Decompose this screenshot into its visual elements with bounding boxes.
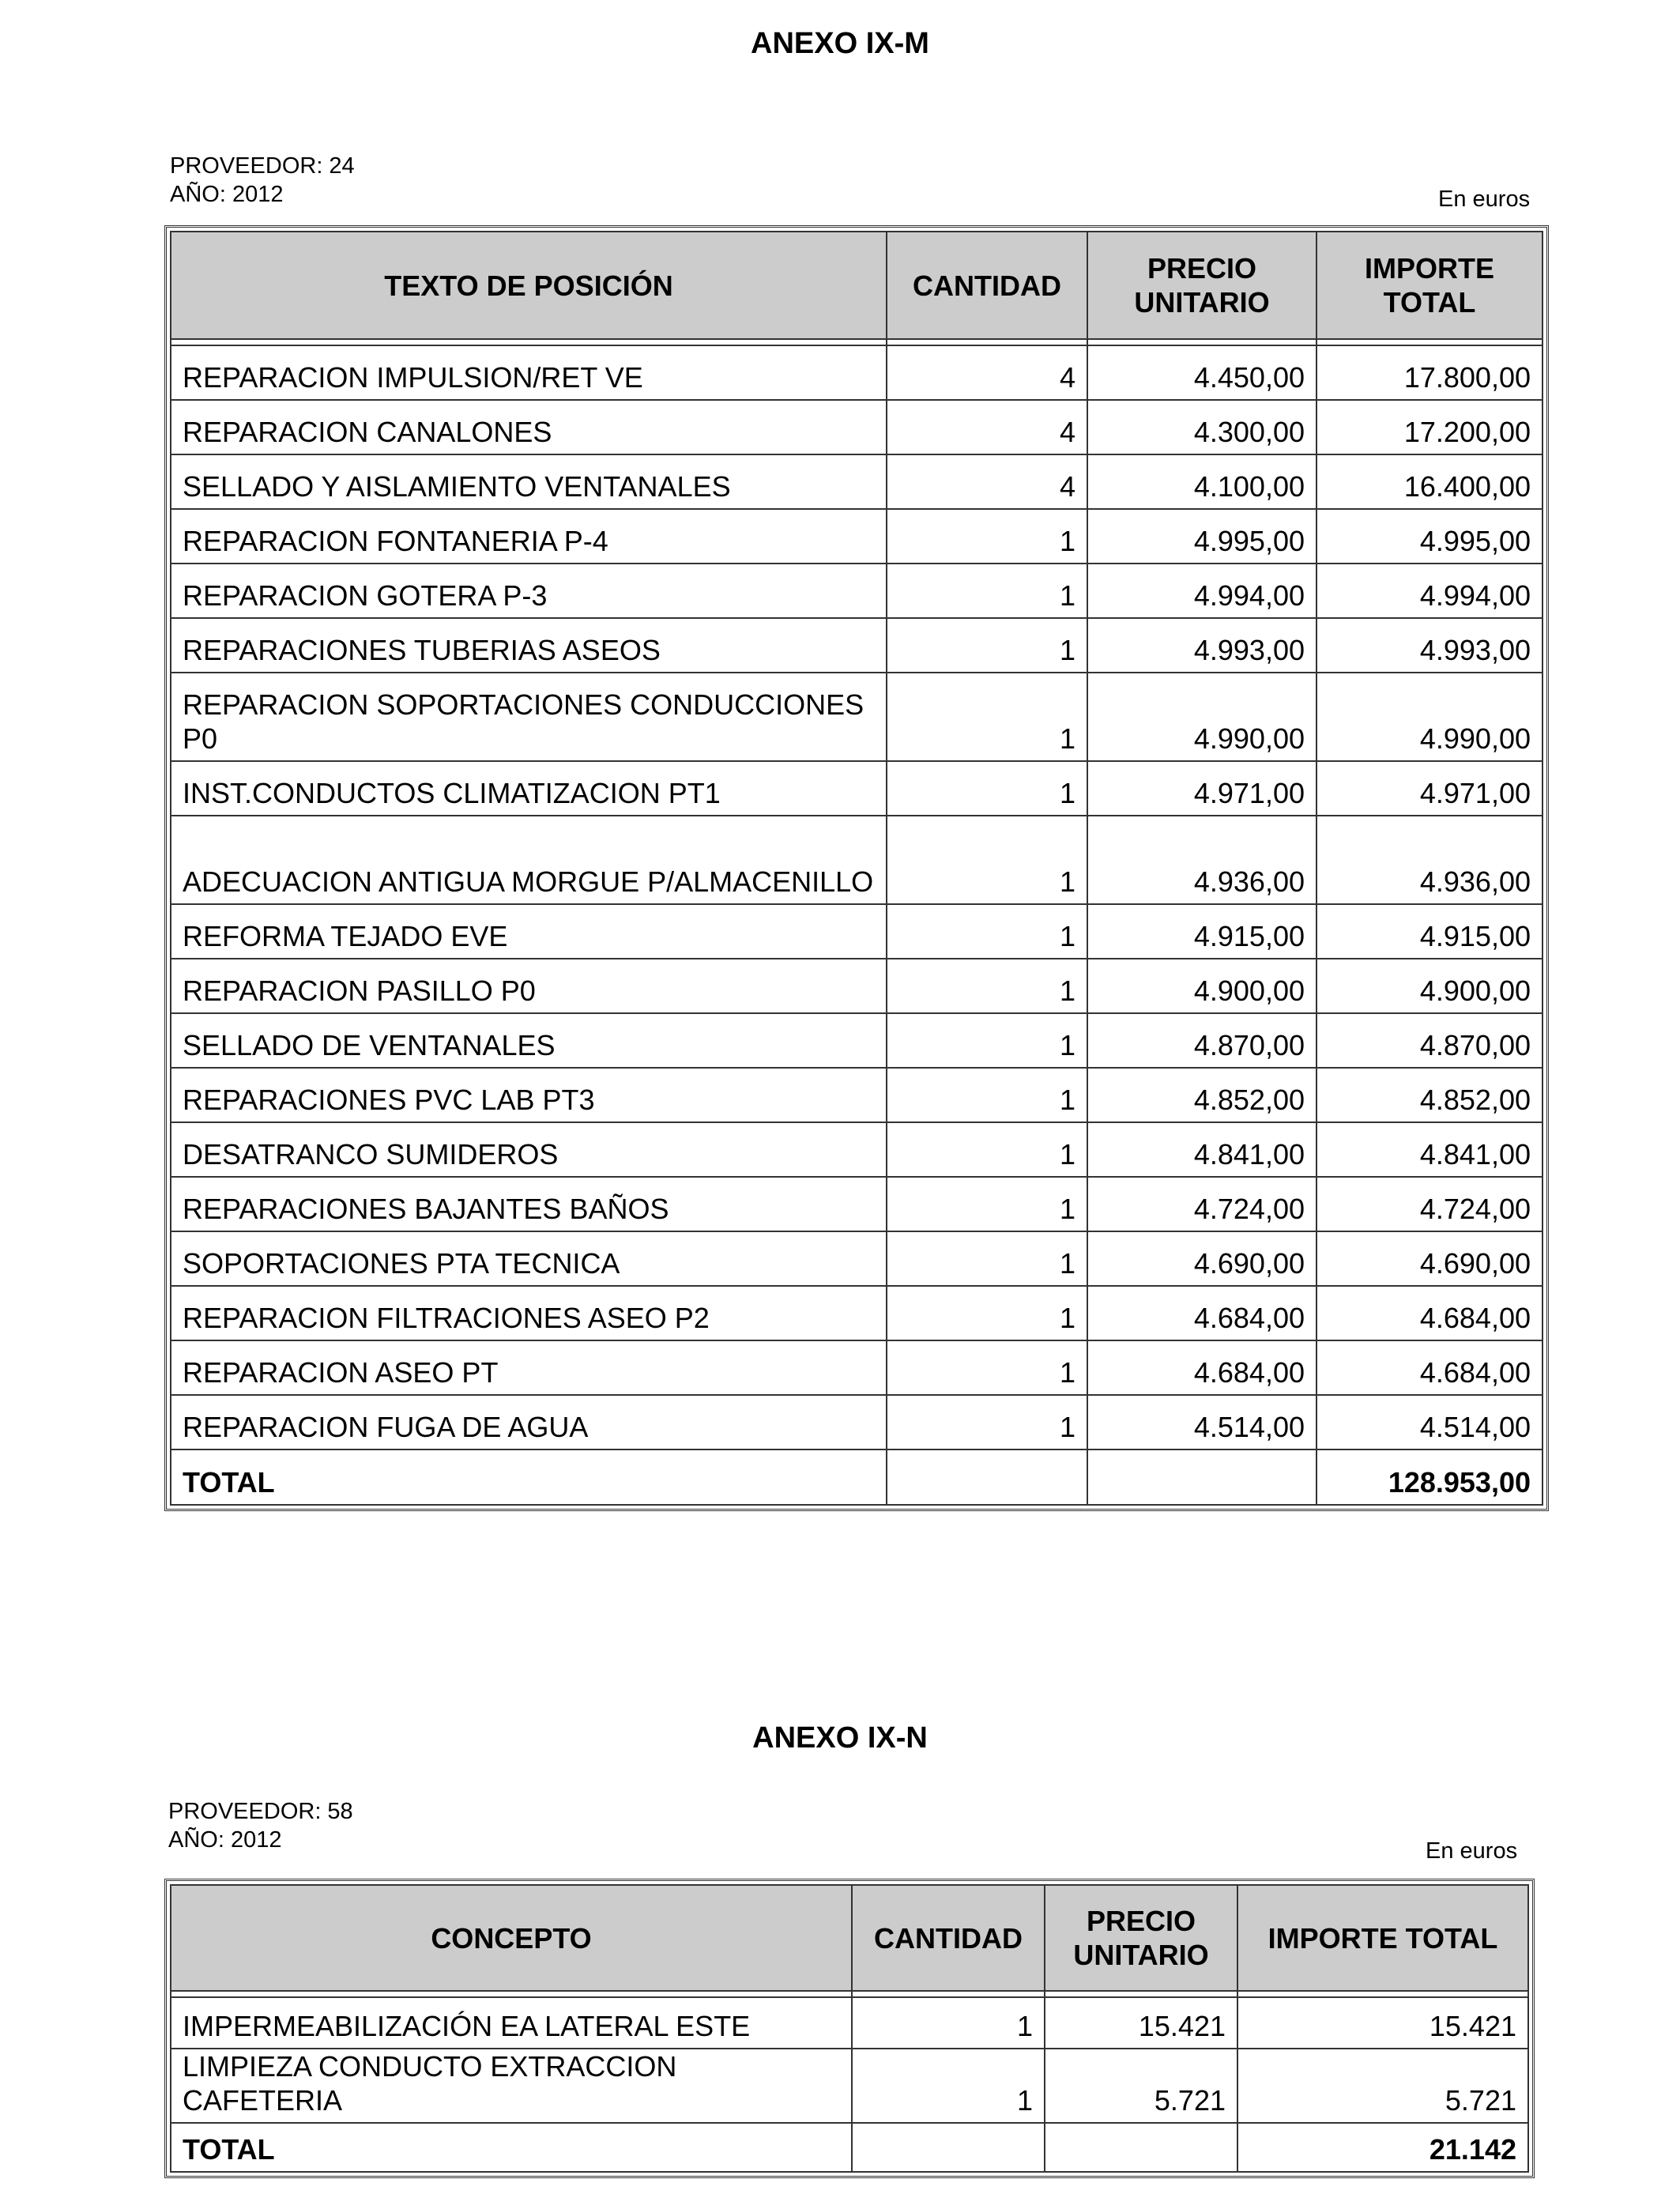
row-text: REFORMA TEJADO EVE — [171, 904, 887, 959]
table-row — [171, 400, 1543, 454]
table-row — [171, 673, 1543, 761]
row-precio: 4.995,00 — [1087, 509, 1317, 564]
row-importe: 4.994,00 — [1317, 564, 1543, 618]
row-cantidad: 1 — [852, 1997, 1045, 2049]
row-text: REPARACION GOTERA P-3 — [171, 564, 887, 618]
row-precio: 4.841,00 — [1087, 1122, 1317, 1177]
row-cantidad: 1 — [887, 904, 1087, 959]
table-row — [171, 816, 1543, 904]
annex-m-title: ANEXO IX-M — [751, 27, 929, 60]
row-precio: 4.971,00 — [1087, 761, 1317, 816]
row-precio: 4.852,00 — [1087, 1068, 1317, 1122]
row-text: REPARACION FILTRACIONES ASEO P2 — [171, 1286, 887, 1340]
annex-m-header-cantidad: CANTIDAD — [887, 232, 1087, 339]
row-importe: 4.841,00 — [1317, 1122, 1543, 1177]
row-cantidad: 1 — [852, 2049, 1045, 2123]
row-precio: 15.421 — [1045, 1997, 1237, 2049]
row-precio: 4.724,00 — [1087, 1177, 1317, 1231]
table-row — [171, 509, 1543, 564]
annex-n-header-cantidad: CANTIDAD — [852, 1885, 1045, 1991]
row-cantidad: 1 — [887, 816, 1087, 904]
row-importe: 16.400,00 — [1317, 454, 1543, 509]
total-empty-cell — [887, 1449, 1087, 1505]
row-text: SOPORTACIONES PTA TECNICA — [171, 1231, 887, 1286]
header-separator — [171, 339, 1543, 345]
row-text: ADECUACION ANTIGUA MORGUE P/ALMACENILLO — [171, 816, 887, 904]
total-empty-cell — [1045, 2123, 1237, 2172]
annex-m-body — [171, 339, 1543, 1505]
row-cantidad: 1 — [887, 509, 1087, 564]
row-precio: 4.870,00 — [1087, 1013, 1317, 1068]
row-importe: 4.684,00 — [1317, 1286, 1543, 1340]
table-row — [171, 1340, 1543, 1395]
row-text: SELLADO Y AISLAMIENTO VENTANALES — [171, 454, 887, 509]
row-text: REPARACION SOPORTACIONES CONDUCCIONES P0 — [171, 673, 887, 761]
row-cantidad: 1 — [887, 1177, 1087, 1231]
row-cantidad: 1 — [887, 618, 1087, 673]
row-text: INST.CONDUCTOS CLIMATIZACION PT1 — [171, 761, 887, 816]
row-cantidad: 1 — [887, 1068, 1087, 1122]
row-precio: 4.100,00 — [1087, 454, 1317, 509]
total-value: 128.953,00 — [1317, 1449, 1543, 1505]
row-importe: 4.915,00 — [1317, 904, 1543, 959]
row-importe: 15.421 — [1237, 1997, 1528, 2049]
row-precio: 4.450,00 — [1087, 345, 1317, 400]
row-text: REPARACION CANALONES — [171, 400, 887, 454]
row-cantidad: 1 — [887, 1231, 1087, 1286]
annex-m-meta — [170, 152, 355, 209]
table-row — [171, 345, 1543, 400]
row-text: IMPERMEABILIZACIÓN EA LATERAL ESTE — [171, 1997, 852, 2049]
total-row — [171, 1449, 1543, 1505]
annex-m-anio: AÑO: 2012 — [170, 182, 284, 207]
annex-n-title: ANEXO IX-N — [752, 1721, 928, 1755]
annex-n-header-row — [171, 1885, 1528, 1991]
row-cantidad: 1 — [887, 1395, 1087, 1449]
row-importe: 4.993,00 — [1317, 618, 1543, 673]
row-importe: 4.724,00 — [1317, 1177, 1543, 1231]
row-cantidad: 1 — [887, 1286, 1087, 1340]
row-cantidad: 1 — [887, 1340, 1087, 1395]
row-precio: 4.684,00 — [1087, 1286, 1317, 1340]
table-row — [171, 1395, 1543, 1449]
row-importe: 4.936,00 — [1317, 816, 1543, 904]
row-cantidad: 1 — [887, 959, 1087, 1013]
annex-m-proveedor: PROVEEDOR: 24 — [170, 153, 355, 179]
table-row — [171, 761, 1543, 816]
row-cantidad: 1 — [887, 1122, 1087, 1177]
row-precio: 4.994,00 — [1087, 564, 1317, 618]
row-importe: 4.900,00 — [1317, 959, 1543, 1013]
row-text: REPARACION FUGA DE AGUA — [171, 1395, 887, 1449]
annex-n-proveedor: PROVEEDOR: 58 — [168, 1799, 353, 1824]
row-text: LIMPIEZA CONDUCTO EXTRACCION CAFETERIA — [171, 2049, 852, 2123]
annex-m-table — [170, 231, 1543, 1506]
table-row — [171, 1122, 1543, 1177]
annex-n-header-concepto: CONCEPTO — [171, 1885, 852, 1991]
row-cantidad: 4 — [887, 400, 1087, 454]
annex-n-meta — [168, 1797, 353, 1854]
annex-n-anio: AÑO: 2012 — [168, 1827, 282, 1853]
row-importe: 4.870,00 — [1317, 1013, 1543, 1068]
row-precio: 4.900,00 — [1087, 959, 1317, 1013]
row-importe: 4.684,00 — [1317, 1340, 1543, 1395]
row-text: REPARACION PASILLO P0 — [171, 959, 887, 1013]
row-importe: 4.995,00 — [1317, 509, 1543, 564]
table-row — [171, 904, 1543, 959]
row-text: SELLADO DE VENTANALES — [171, 1013, 887, 1068]
total-value: 21.142 — [1237, 2123, 1528, 2172]
annex-n-table — [170, 1884, 1529, 2173]
row-precio: 4.990,00 — [1087, 673, 1317, 761]
annex-m-header-row — [171, 232, 1543, 339]
row-text: DESATRANCO SUMIDEROS — [171, 1122, 887, 1177]
table-row — [171, 1286, 1543, 1340]
row-importe: 4.514,00 — [1317, 1395, 1543, 1449]
table-row — [171, 1013, 1543, 1068]
row-precio: 4.514,00 — [1087, 1395, 1317, 1449]
row-text: REPARACIONES BAJANTES BAÑOS — [171, 1177, 887, 1231]
total-label: TOTAL — [171, 2123, 852, 2172]
row-importe: 4.690,00 — [1317, 1231, 1543, 1286]
row-cantidad: 4 — [887, 345, 1087, 400]
total-row — [171, 2123, 1528, 2172]
total-empty-cell — [852, 2123, 1045, 2172]
row-importe: 5.721 — [1237, 2049, 1528, 2123]
row-importe: 4.990,00 — [1317, 673, 1543, 761]
row-precio: 4.684,00 — [1087, 1340, 1317, 1395]
row-cantidad: 1 — [887, 564, 1087, 618]
row-text: REPARACIONES PVC LAB PT3 — [171, 1068, 887, 1122]
total-label: TOTAL — [171, 1449, 887, 1505]
table-row — [171, 2049, 1528, 2123]
table-row — [171, 1177, 1543, 1231]
row-precio: 4.690,00 — [1087, 1231, 1317, 1286]
table-row — [171, 1068, 1543, 1122]
row-precio: 4.300,00 — [1087, 400, 1317, 454]
table-row — [171, 564, 1543, 618]
table-row — [171, 618, 1543, 673]
row-importe: 4.971,00 — [1317, 761, 1543, 816]
row-cantidad: 1 — [887, 673, 1087, 761]
row-text: REPARACIONES TUBERIAS ASEOS — [171, 618, 887, 673]
row-precio: 5.721 — [1045, 2049, 1237, 2123]
annex-n-header-importe: IMPORTE TOTAL — [1237, 1885, 1528, 1991]
row-cantidad: 1 — [887, 761, 1087, 816]
table-row — [171, 959, 1543, 1013]
row-precio: 4.936,00 — [1087, 816, 1317, 904]
table-row — [171, 454, 1543, 509]
row-importe: 17.800,00 — [1317, 345, 1543, 400]
row-text: REPARACION ASEO PT — [171, 1340, 887, 1395]
annex-m-unit: En euros — [1438, 187, 1531, 212]
annex-m-header-precio: PRECIO UNITARIO — [1087, 232, 1317, 339]
row-precio: 4.993,00 — [1087, 618, 1317, 673]
row-importe: 17.200,00 — [1317, 400, 1543, 454]
annex-n-unit: En euros — [1426, 1838, 1518, 1864]
row-cantidad: 1 — [887, 1013, 1087, 1068]
annex-n-header-precio: PRECIO UNITARIO — [1045, 1885, 1237, 1991]
row-precio: 4.915,00 — [1087, 904, 1317, 959]
table-row — [171, 1231, 1543, 1286]
row-cantidad: 4 — [887, 454, 1087, 509]
row-text: REPARACION IMPULSION/RET VE — [171, 345, 887, 400]
row-text: REPARACION FONTANERIA P-4 — [171, 509, 887, 564]
annex-m-header-importe: IMPORTE TOTAL — [1317, 232, 1543, 339]
row-importe: 4.852,00 — [1317, 1068, 1543, 1122]
table-row — [171, 1997, 1528, 2049]
total-empty-cell — [1087, 1449, 1317, 1505]
annex-n-body — [171, 1991, 1528, 2172]
annex-m-header-texto: TEXTO DE POSICIÓN — [171, 232, 887, 339]
header-separator — [171, 1991, 1528, 1997]
